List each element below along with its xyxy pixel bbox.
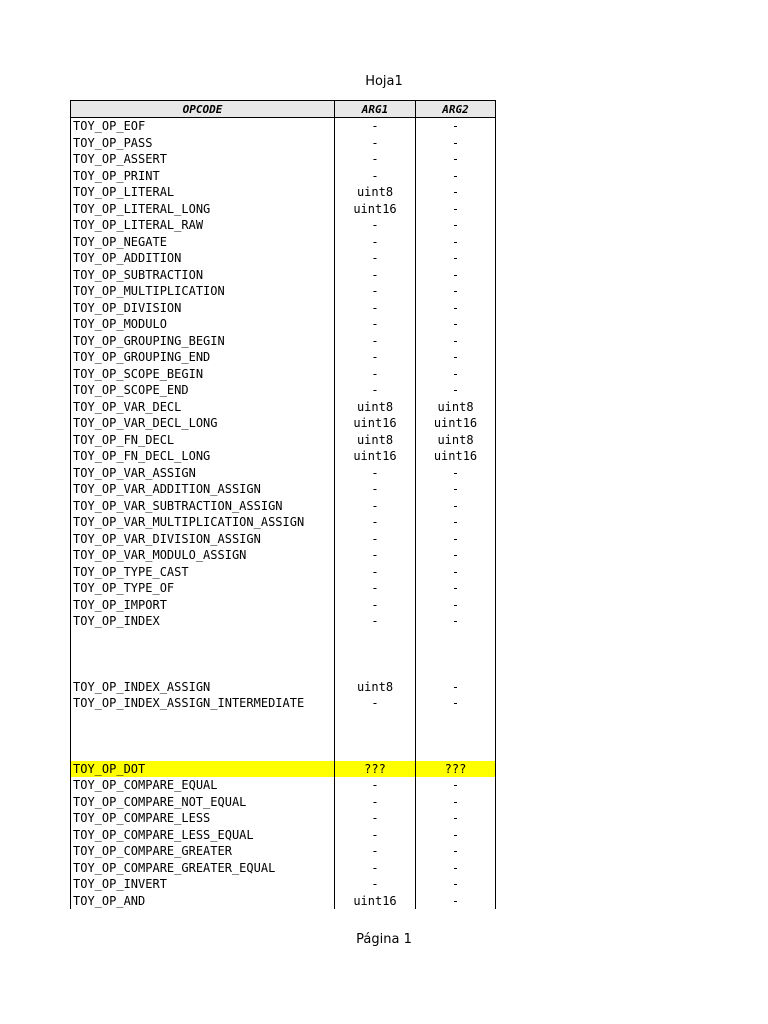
arg2-cell: - [416, 382, 496, 399]
table-row [71, 679, 496, 696]
arg2-cell: - [416, 316, 496, 333]
opcode-cell: TOY_OP_LITERAL_RAW [71, 217, 335, 234]
spacer-row [71, 630, 496, 679]
arg1-cell: uint8 [335, 432, 416, 449]
arg1-cell: uint8 [335, 184, 416, 201]
table-row [71, 168, 496, 185]
arg2-cell: - [416, 151, 496, 168]
arg1-cell: uint8 [335, 679, 416, 696]
arg1-cell: - [335, 695, 416, 712]
opcode-cell: TOY_OP_FN_DECL_LONG [71, 448, 335, 465]
arg2-cell: - [416, 300, 496, 317]
arg1-cell: - [335, 267, 416, 284]
arg2-cell: - [416, 267, 496, 284]
opcode-cell: TOY_OP_VAR_MULTIPLICATION_ASSIGN [71, 514, 335, 531]
opcode-cell: TOY_OP_SCOPE_END [71, 382, 335, 399]
arg1-cell: - [335, 168, 416, 185]
arg2-cell: - [416, 234, 496, 251]
opcode-cell: TOY_OP_NEGATE [71, 234, 335, 251]
arg2-cell: - [416, 876, 496, 893]
arg2-cell: - [416, 860, 496, 877]
arg2-cell: - [416, 843, 496, 860]
arg2-cell: - [416, 514, 496, 531]
arg1-cell: - [335, 481, 416, 498]
opcode-cell: TOY_OP_VAR_SUBTRACTION_ASSIGN [71, 498, 335, 515]
arg2-cell: - [416, 695, 496, 712]
table-row [71, 300, 496, 317]
opcode-cell: TOY_OP_COMPARE_LESS [71, 810, 335, 827]
table-row [71, 250, 496, 267]
arg2-cell: - [416, 827, 496, 844]
table-row [71, 893, 496, 910]
table-row [71, 514, 496, 531]
arg2-cell: - [416, 481, 496, 498]
arg1-cell: - [335, 300, 416, 317]
opcode-cell: TOY_OP_ADDITION [71, 250, 335, 267]
arg2-cell: - [416, 333, 496, 350]
table-row [71, 876, 496, 893]
arg2-cell: - [416, 597, 496, 614]
table-row [71, 283, 496, 300]
table-row [71, 349, 496, 366]
arg1-cell: - [335, 827, 416, 844]
arg2-cell: - [416, 777, 496, 794]
arg1-cell: - [335, 514, 416, 531]
opcode-cell: TOY_OP_VAR_MODULO_ASSIGN [71, 547, 335, 564]
column-header-arg1: ARG1 [335, 101, 416, 118]
empty-cell [335, 630, 416, 679]
arg2-cell: uint16 [416, 415, 496, 432]
arg1-cell: - [335, 316, 416, 333]
arg2-cell: - [416, 366, 496, 383]
empty-cell [416, 712, 496, 761]
opcode-cell: TOY_OP_VAR_DECL_LONG [71, 415, 335, 432]
arg1-cell: - [335, 564, 416, 581]
table-row [71, 810, 496, 827]
opcode-cell: TOY_OP_IMPORT [71, 597, 335, 614]
arg2-cell: - [416, 794, 496, 811]
arg2-cell: - [416, 465, 496, 482]
page-footer: Página 1 [356, 932, 412, 947]
table-row [71, 316, 496, 333]
arg1-cell: uint16 [335, 201, 416, 218]
table-row [71, 448, 496, 465]
opcode-cell: TOY_OP_INDEX_ASSIGN_INTERMEDIATE [71, 695, 335, 712]
opcode-cell: TOY_OP_EOF [71, 118, 335, 135]
arg1-cell: - [335, 794, 416, 811]
table-row [71, 465, 496, 482]
arg1-cell: - [335, 250, 416, 267]
arg1-cell: - [335, 876, 416, 893]
opcode-cell: TOY_OP_COMPARE_NOT_EQUAL [71, 794, 335, 811]
opcode-cell: TOY_OP_GROUPING_END [71, 349, 335, 366]
arg2-cell: - [416, 184, 496, 201]
arg1-cell: - [335, 382, 416, 399]
header-row [71, 101, 496, 118]
opcode-table [70, 100, 496, 909]
arg2-cell: - [416, 250, 496, 267]
arg2-cell: - [416, 168, 496, 185]
table-row [71, 184, 496, 201]
opcode-cell: TOY_OP_SCOPE_BEGIN [71, 366, 335, 383]
arg2-cell: - [416, 547, 496, 564]
arg2-cell: - [416, 498, 496, 515]
arg1-cell: - [335, 217, 416, 234]
arg1-cell: ??? [335, 761, 416, 778]
table-row [71, 564, 496, 581]
opcode-cell: TOY_OP_DIVISION [71, 300, 335, 317]
empty-cell [71, 712, 335, 761]
arg2-cell: - [416, 580, 496, 597]
arg1-cell: - [335, 531, 416, 548]
table-row [71, 531, 496, 548]
arg2-cell: - [416, 349, 496, 366]
arg1-cell: uint8 [335, 399, 416, 416]
opcode-cell: TOY_OP_INVERT [71, 876, 335, 893]
table-row [71, 234, 496, 251]
opcode-cell: TOY_OP_AND [71, 893, 335, 910]
table-row [71, 580, 496, 597]
arg1-cell: - [335, 810, 416, 827]
arg1-cell: - [335, 135, 416, 152]
arg1-cell: - [335, 465, 416, 482]
empty-cell [71, 630, 335, 679]
opcode-cell: TOY_OP_VAR_DECL [71, 399, 335, 416]
table-row [71, 481, 496, 498]
arg2-cell: - [416, 201, 496, 218]
arg1-cell: - [335, 234, 416, 251]
arg2-cell: - [416, 135, 496, 152]
opcode-cell: TOY_OP_GROUPING_BEGIN [71, 333, 335, 350]
arg1-cell: - [335, 366, 416, 383]
opcode-cell: TOY_OP_PRINT [71, 168, 335, 185]
table-row [71, 382, 496, 399]
arg2-cell: - [416, 810, 496, 827]
arg2-cell: ??? [416, 761, 496, 778]
opcode-cell: TOY_OP_PASS [71, 135, 335, 152]
opcode-cell: TOY_OP_MULTIPLICATION [71, 283, 335, 300]
opcode-cell: TOY_OP_INDEX_ASSIGN [71, 679, 335, 696]
column-header-arg2: ARG2 [416, 101, 496, 118]
table-row [71, 333, 496, 350]
table-row [71, 597, 496, 614]
opcode-cell: TOY_OP_LITERAL [71, 184, 335, 201]
arg1-cell: uint16 [335, 448, 416, 465]
arg2-cell: - [416, 679, 496, 696]
arg2-cell: uint8 [416, 432, 496, 449]
empty-cell [416, 630, 496, 679]
opcode-cell: TOY_OP_COMPARE_GREATER [71, 843, 335, 860]
opcode-cell: TOY_OP_DOT [71, 761, 335, 778]
arg2-cell: - [416, 893, 496, 910]
arg2-cell: uint8 [416, 399, 496, 416]
table-row [71, 118, 496, 135]
opcode-cell: TOY_OP_COMPARE_EQUAL [71, 777, 335, 794]
table-row [71, 151, 496, 168]
table-row [71, 415, 496, 432]
table-row [71, 217, 496, 234]
arg2-cell: - [416, 118, 496, 135]
arg1-cell: - [335, 613, 416, 630]
opcode-cell: TOY_OP_COMPARE_LESS_EQUAL [71, 827, 335, 844]
table-row [71, 547, 496, 564]
opcode-cell: TOY_OP_TYPE_OF [71, 580, 335, 597]
opcode-cell: TOY_OP_MODULO [71, 316, 335, 333]
arg1-cell: - [335, 860, 416, 877]
arg1-cell: - [335, 283, 416, 300]
table-row [71, 860, 496, 877]
opcode-cell: TOY_OP_INDEX [71, 613, 335, 630]
table-body [71, 118, 496, 910]
opcode-cell: TOY_OP_COMPARE_GREATER_EQUAL [71, 860, 335, 877]
column-header-opcode: OPCODE [71, 101, 335, 118]
table-row [71, 201, 496, 218]
table-row [71, 498, 496, 515]
arg1-cell: - [335, 843, 416, 860]
table-row [71, 613, 496, 630]
arg1-cell: uint16 [335, 415, 416, 432]
opcode-cell: TOY_OP_TYPE_CAST [71, 564, 335, 581]
arg2-cell: - [416, 217, 496, 234]
opcode-cell: TOY_OP_VAR_ASSIGN [71, 465, 335, 482]
arg1-cell: - [335, 777, 416, 794]
opcode-cell: TOY_OP_SUBTRACTION [71, 267, 335, 284]
arg1-cell: - [335, 580, 416, 597]
table-row [71, 827, 496, 844]
arg1-cell: - [335, 597, 416, 614]
arg1-cell: uint16 [335, 893, 416, 910]
arg1-cell: - [335, 333, 416, 350]
table-row [71, 777, 496, 794]
arg2-cell: uint16 [416, 448, 496, 465]
table-row [71, 366, 496, 383]
table-row [71, 843, 496, 860]
spacer-row [71, 712, 496, 761]
table-row-highlighted [71, 761, 496, 778]
table-row [71, 267, 496, 284]
arg2-cell: - [416, 564, 496, 581]
table-row [71, 399, 496, 416]
table-row [71, 432, 496, 449]
arg1-cell: - [335, 349, 416, 366]
empty-cell [335, 712, 416, 761]
arg1-cell: - [335, 547, 416, 564]
opcode-cell: TOY_OP_VAR_DIVISION_ASSIGN [71, 531, 335, 548]
opcode-cell: TOY_OP_VAR_ADDITION_ASSIGN [71, 481, 335, 498]
table-row [71, 135, 496, 152]
arg2-cell: - [416, 531, 496, 548]
opcode-cell: TOY_OP_FN_DECL [71, 432, 335, 449]
arg2-cell: - [416, 283, 496, 300]
arg1-cell: - [335, 498, 416, 515]
sheet-title: Hoja1 [365, 74, 403, 89]
table-row [71, 695, 496, 712]
arg1-cell: - [335, 118, 416, 135]
arg1-cell: - [335, 151, 416, 168]
opcode-cell: TOY_OP_LITERAL_LONG [71, 201, 335, 218]
table-row [71, 794, 496, 811]
arg2-cell: - [416, 613, 496, 630]
opcode-cell: TOY_OP_ASSERT [71, 151, 335, 168]
